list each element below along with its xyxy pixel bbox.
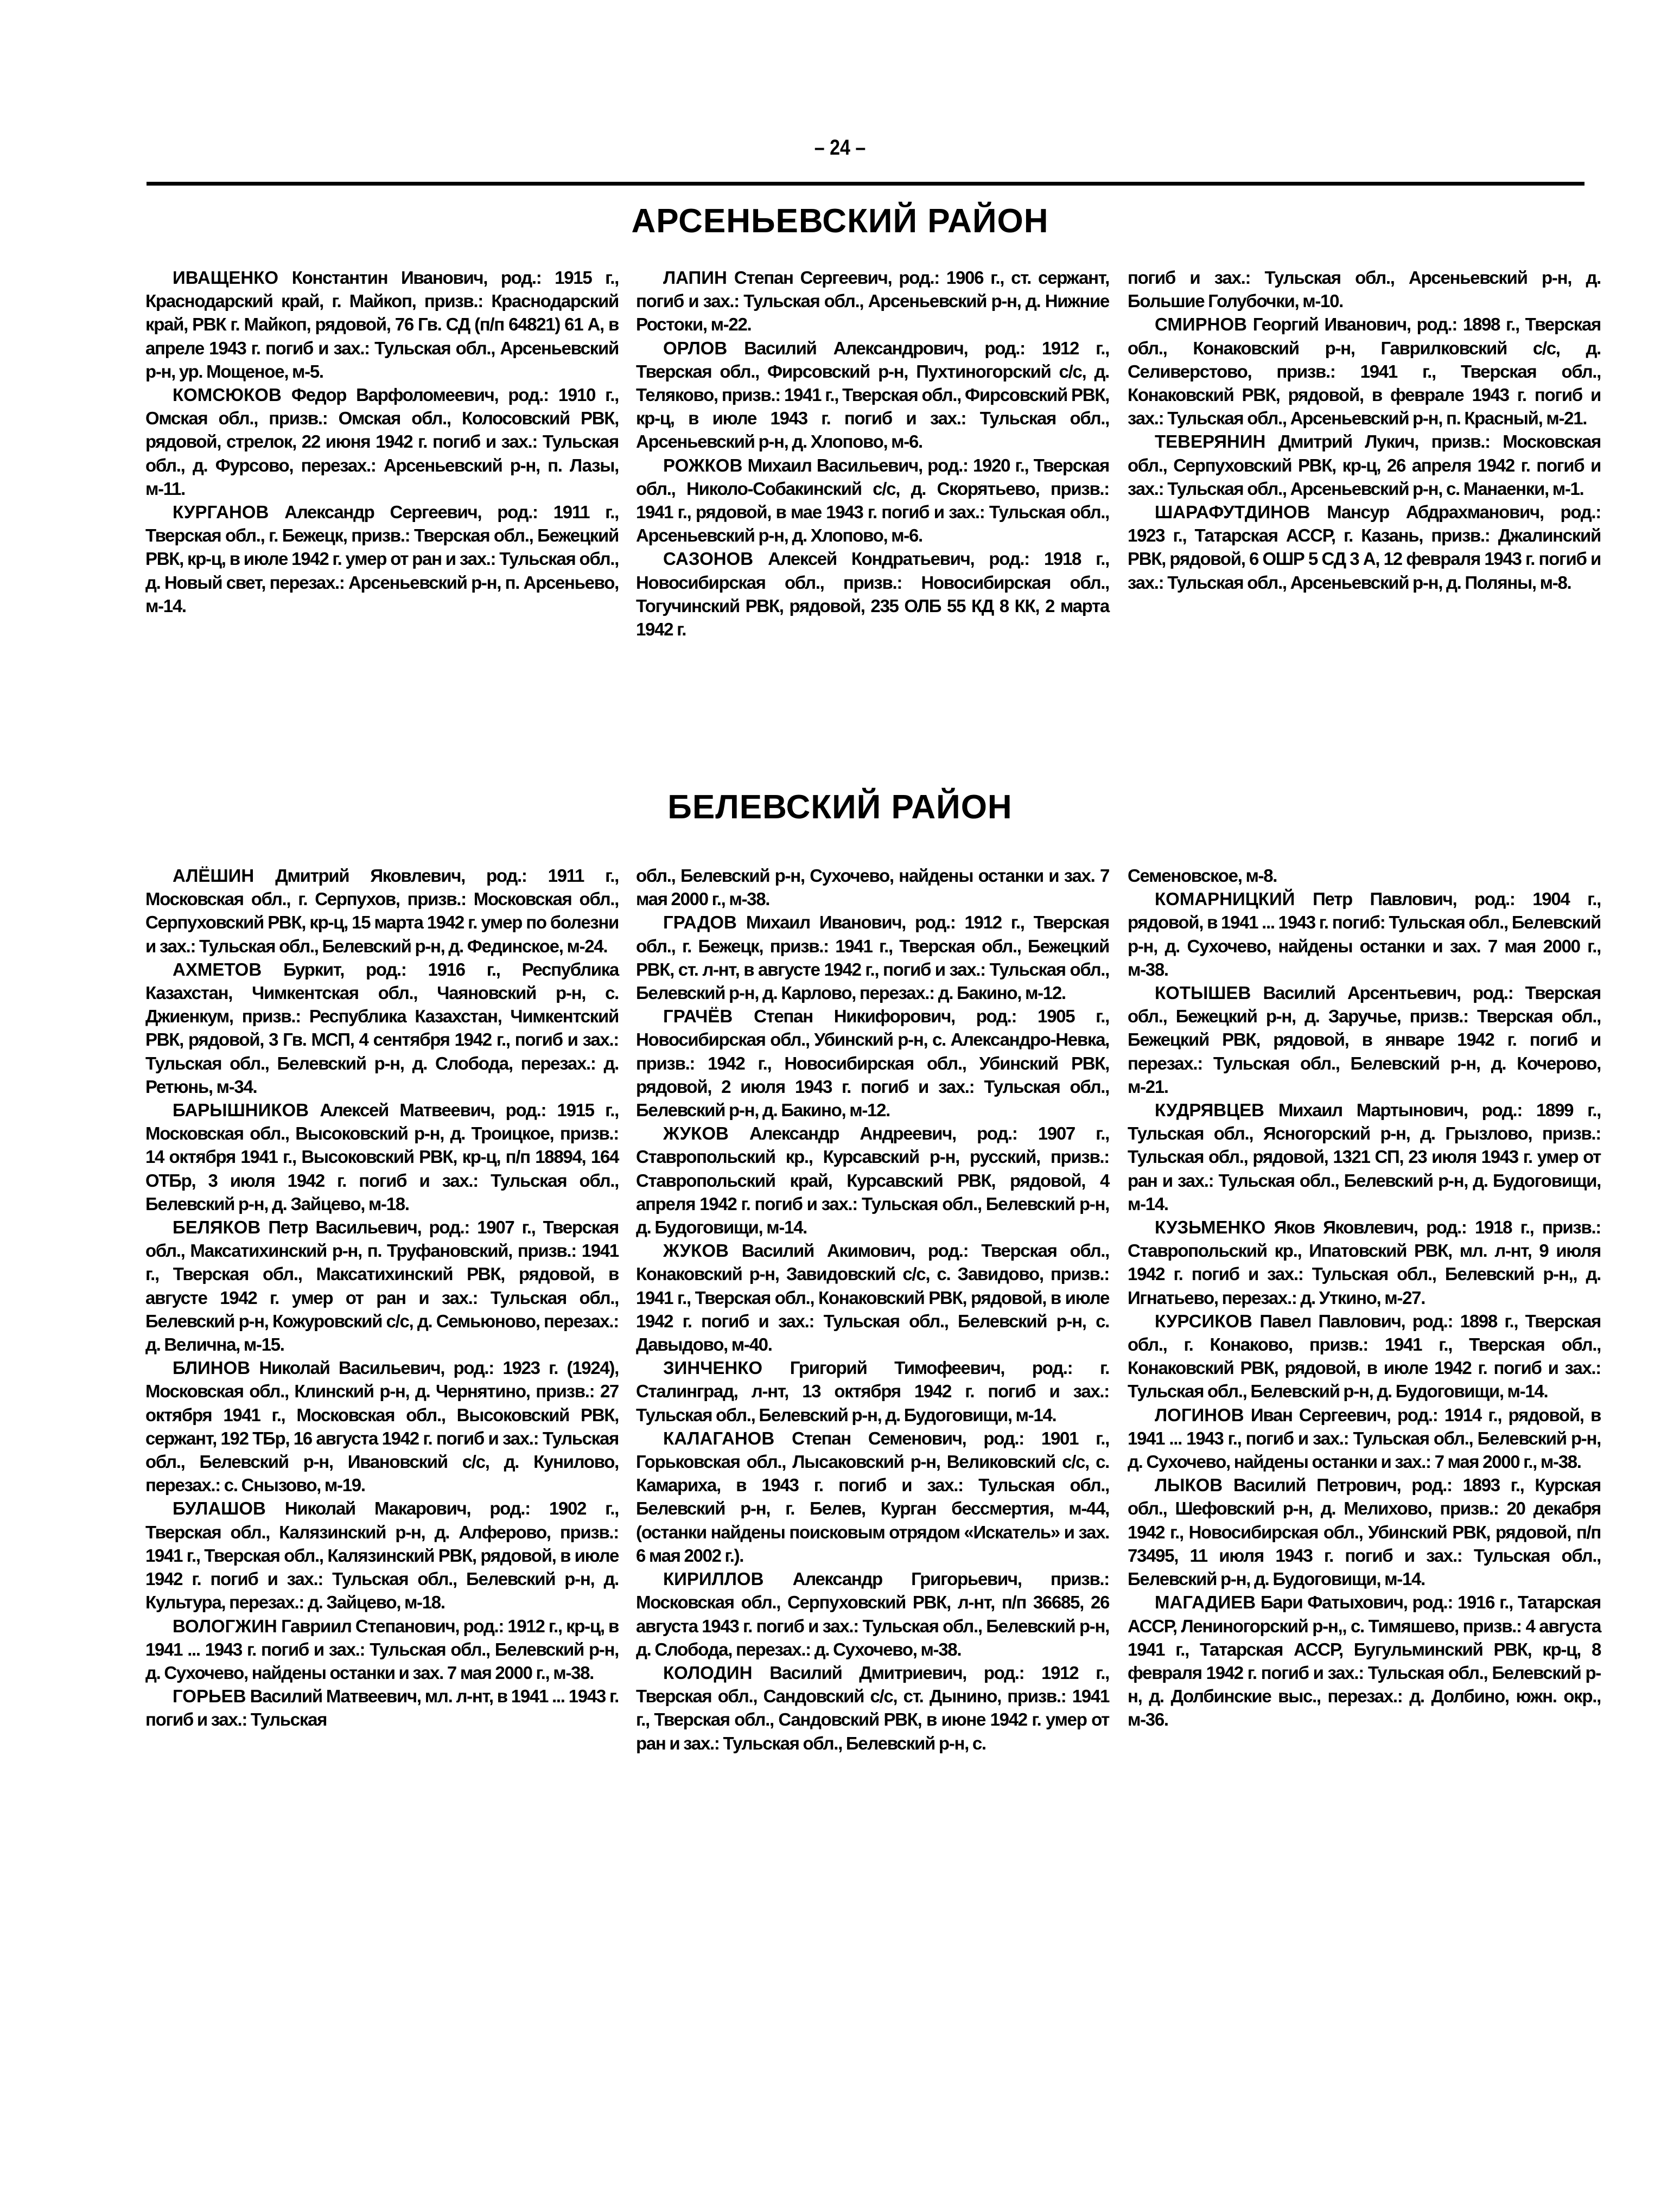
entry-text: Александр Григорьевич, призв.: Московская обл., Серпуховский РВК, л-нт, п/п 36685, 26 августа 1943 г. погиб и зах.: Тульская обл., Белевский р-н, д. Слобода, перезах.: д. Сухочево, м-38.: [636, 1569, 1109, 1659]
entry-surname: ТЕВЕРЯНИН: [1155, 431, 1266, 452]
entry-surname: КОТЫШЕВ: [1155, 983, 1251, 1003]
memorial-entry: [145, 1356, 619, 1497]
memorial-entry: [636, 547, 1109, 641]
entry-text: Василий Акимович, род.: Тверская обл., Конаковский р-н, Завидовский с/с, с. Завидово, призв.: 1941 г., Тверская обл., Конаковский РВК, рядовой, в июле 1942 г. погиб и зах.: Тульская обл., Белевский р-н, с. Давыдово, м-40.: [636, 1241, 1109, 1355]
entry-text: Дмитрий Яковлевич, род.: 1911 г., Московская обл., г. Серпухов, призв.: Московская обл., Серпуховский РВК, кр-ц, 15 марта 1942 г. умер по болезни и зах.: Тульская обл., Белевский р-н, д. Фединское, м-24.: [145, 866, 619, 956]
belevsky-column-1: [145, 864, 619, 1732]
memorial-entry: [1128, 1309, 1601, 1403]
entry-text: Степан Семенович, род.: 1901 г., Горьковская обл., Лысаковский р-н, Великовский с/с, с. Камариха, в 1943 г. погиб и зах.: Тульская обл., Белевский р-н, г. Белев, Курган бессмертия, м-44, (останки найдены поисковым отрядом «Искатель» и зах. 6 мая 2002 г.).: [636, 1428, 1109, 1566]
entry-text: Петр Васильевич, род.: 1907 г., Тверская обл., Максатихинский р-н, п. Труфановский, призв.: 1941 г., Тверская обл., Максатихинский РВК, рядовой, в августе 1942 г. умер от ран и зах.: Тульская обл., Белевский р-н, Кожуровский с/с, д. Семьюново, перезах.: д. Велична, м-15.: [145, 1217, 619, 1355]
entry-surname: БЛИНОВ: [173, 1358, 251, 1378]
entry-surname: МАГАДИЕВ: [1155, 1592, 1256, 1613]
memorial-entry: [1128, 500, 1601, 594]
memorial-entry: [636, 1122, 1109, 1239]
entry-surname: АХМЕТОВ: [173, 959, 262, 979]
entry-text: Федор Варфоломеевич, род.: 1910 г., Омская обл., призв.: Омская обл., Колосовский РВК, рядовой, стрелок, 22 июня 1942 г. погиб и зах.: Тульская обл., д. Фурсово, перезах.: Арсеньевский р-н, п. Лазы, м-11.: [145, 385, 619, 499]
entry-text: Михаил Васильевич, род.: 1920 г., Тверская обл., Николо-Собакинский с/с, д. Скорятьево, призв.: 1941 г., рядовой, в мае 1943 г. погиб и зах.: Тульская обл., Арсеньевский р-н, д. Хлопово, м-6.: [636, 455, 1109, 546]
entry-surname: ВОЛОГЖИН: [173, 1615, 277, 1636]
entry-text: Мансур Абдрахманович, род.: 1923 г., Татарская АССР, г. Казань, призв.: Джалинский РВК, рядовой, 6 ОШР 5 СД 3 А, 12 февраля 1943 г. погиб и зах.: Тульская обл., Арсеньевский р-н, д. Поляны, м-8.: [1128, 502, 1601, 593]
entry-text: Василий Арсентьевич, род.: Тверская обл., Бежецкий р-н, д. Заручье, призв.: Тверская обл., Бежецкий РВК, рядовой, в январе 1942 г. погиб и перезах.: Тульская обл., Белевский р-н, д. Кочерово, м-21.: [1128, 983, 1601, 1097]
entry-surname: ЛАПИН: [663, 268, 727, 288]
section-title-arsenevsky: АРСЕНЬЕВСКИЙ РАЙОН: [631, 202, 1049, 240]
entry-text: Николай Макарович, род.: 1902 г., Тверская обл., Калязинский р-н, д. Алферово, призв.: 1941 г., Тверская обл., Калязинский РВК, рядовой, в июле 1942 г. погиб и зах.: Тульская обл., Белевский р-н, д. Культура, перезах.: д. Зайцево, м-18.: [145, 1498, 619, 1613]
entry-text: Василий Петрович, род.: 1893 г., Курская обл., Шефовский р-н, д. Мелихово, призв.: 20 декабря 1942 г., Новосибирская обл., Убинский РВК, рядовой, п/п 73495, 11 июля 1943 г. погиб и зах.: Тульская обл., Белевский р-н, д. Будоговищи, м-14.: [1128, 1475, 1601, 1589]
memorial-entry: [1128, 1098, 1601, 1216]
memorial-entry: [145, 1684, 619, 1731]
memorial-entry: [636, 1356, 1109, 1427]
memorial-entry: [636, 336, 1109, 454]
entry-surname: ЖУКОВ: [663, 1123, 729, 1144]
entry-text: Буркит, род.: 1916 г., Республика Казахстан, Чимкентская обл., Чаяновский р-н, с. Джиенкум, призв.: Республика Казахстан, Чимкентский РВК, рядовой, 3 Гв. МСП, 4 сентября 1942 г., погиб и зах.: Тульская обл., Белевский р-н, д. Слобода, перезах.: д. Ретюнь, м-34.: [145, 959, 619, 1097]
entry-text: Петр Павлович, род.: 1904 г., рядовой, в 1941 ... 1943 г. погиб: Тульская обл., Белевский р-н, д. Сухочево, найдены останки и зах. 7 мая 2000 г., м-38.: [1128, 889, 1601, 979]
memorial-entry: [1128, 981, 1601, 1098]
entry-surname: БАРЫШНИКОВ: [173, 1100, 309, 1121]
arsenevsky-column-3: [1128, 266, 1601, 594]
entry-text: Семеновское, м-8.: [1128, 866, 1277, 886]
entry-text: Иван Сергеевич, род.: 1914 г., рядовой, в 1941 ... 1943 г., погиб и зах.: Тульская обл., Белевский р-н, д. Сухочево, найдены останки и зах.: 7 мая 2000 г., м-38.: [1128, 1404, 1601, 1472]
memorial-entry: [636, 911, 1109, 1004]
memorial-entry: [636, 1239, 1109, 1356]
entry-surname: КУЗЬМЕНКО: [1155, 1217, 1266, 1238]
entry-text: Михаил Мартынович, род.: 1899 г., Тульская обл., Ясногорский р-н, д. Грызлово, призв.: Тульская обл., рядовой, 1321 СП, 23 июля 1943 г. умер от ран и зах.: Тульская обл., Белевский р-н, д. Будоговищи, м-14.: [1128, 1100, 1601, 1214]
memorial-entry: [1128, 1591, 1601, 1731]
entry-surname: КИРИЛЛОВ: [663, 1569, 764, 1589]
entry-text: Александр Андреевич, род.: 1907 г., Ставропольский кр., Курсавский р-н, русский, призв.: Ставропольский край, Курсавский РВК, рядовой, 4 апреля 1942 г. погиб и зах.: Тульская обл., Белевский р-н, д. Будоговищи, м-14.: [636, 1123, 1109, 1238]
entry-surname: САЗОНОВ: [663, 549, 754, 569]
entry-surname: КОМАРНИЦКИЙ: [1155, 889, 1295, 909]
entry-surname: КУРГАНОВ: [173, 502, 269, 523]
entry-text: Алексей Кондратьевич, род.: 1918 г., Новосибирская обл., призв.: Новосибирская обл., Тогучинский РВК, рядовой, 235 ОЛБ 55 КД 8 КК, 2 марта 1942 г.: [636, 549, 1109, 640]
entry-surname: ЖУКОВ: [663, 1241, 729, 1261]
memorial-entry: [636, 454, 1109, 548]
entry-text: Павел Павлович, род.: 1898 г., Тверская обл., г. Конаково, призв.: 1941 г., Тверская обл., Конаковский РВК, рядовой, в июле 1942 г. погиб и зах.: Тульская обл., Белевский р-н, д. Будоговищи, м-14.: [1128, 1311, 1601, 1402]
section-title-belevsky: БЕЛЕВСКИЙ РАЙОН: [667, 788, 1013, 826]
memorial-entry: [145, 1098, 619, 1216]
entry-surname: ГРАЧЁВ: [663, 1006, 733, 1027]
entry-text: Константин Иванович, род.: 1915 г., Краснодарский край, г. Майкоп, призв.: Краснодарский край, РВК г. Майкоп, рядовой, 76 Гв. СД (п/п 64821) 61 А, в апреле 1943 г. погиб и зах.: Тульская обл., Арсеньевский р-н, ур. Мощеное, м-5.: [145, 268, 619, 381]
memorial-entry: [145, 1497, 619, 1614]
memorial-entry: [636, 1661, 1109, 1755]
entry-surname: ГРАДОВ: [663, 912, 737, 933]
entry-text: погиб и зах.: Тульская обл., Арсеньевский р-н, д. Большие Голубочки, м-10.: [1128, 268, 1601, 311]
entry-text: обл., Белевский р-н, Сухочево, найдены останки и зах. 7 мая 2000 г., м-38.: [636, 866, 1109, 909]
memorial-entry: [636, 1004, 1109, 1122]
entry-surname: РОЖКОВ: [663, 455, 743, 475]
entry-text: Степан Сергеевич, род.: 1906 г., ст. сержант, погиб и зах.: Тульская обл., Арсеньевский р-н, д. Нижние Ростоки, м-22.: [636, 268, 1109, 335]
entry-surname: КОМСЮКОВ: [173, 385, 282, 405]
entry-text: Михаил Иванович, род.: 1912 г., Тверская обл., г. Бежецк, призв.: 1941 г., Тверская обл., Бежецкий РВК, ст. л-нт, в августе 1942 г., погиб и зах.: Тульская обл., Белевский р-н, д. Карлово, перезах.: д. Бакино, м-12.: [636, 912, 1109, 1003]
memorial-entry: [636, 266, 1109, 336]
entry-text: Николай Васильевич, род.: 1923 г. (1924), Московская обл., Клинский р-н, д. Чернятино, призв.: 27 октября 1941 г., Московская обл., Высоковский РВК, сержант, 192 ТБр, 16 августа 1942 г. погиб и зах.: Тульская обл., Белевский р-н, Ивановский с/с, д. Кунилово, перезах.: с. Снызово, м-19.: [145, 1358, 619, 1496]
entry-surname: БУЛАШОВ: [173, 1498, 266, 1519]
memorial-entry: [145, 1216, 619, 1356]
memorial-entry: [1128, 430, 1601, 500]
entry-surname: АЛЁШИН: [173, 866, 254, 886]
page-number: – 24 –: [814, 136, 866, 160]
entry-text: Алексей Матвеевич, род.: 1915 г., Московская обл., Высоковский р-н, д. Троицкое, призв.: 14 октября 1941 г., Высоковский РВК, кр-ц, п/п 18894, 164 ОТБр, 3 июля 1942 г. погиб и зах.: Тульская обл., Белевский р-н, д. Зайцево, м-18.: [145, 1100, 619, 1214]
entry-surname: СМИРНОВ: [1155, 314, 1247, 335]
entry-surname: ЛОГИНОВ: [1155, 1404, 1244, 1425]
entry-surname: ГОРЬЕВ: [173, 1686, 246, 1707]
entry-surname: КОЛОДИН: [663, 1662, 753, 1683]
entry-text: Дмитрий Лукич, призв.: Московская обл., Серпуховский РВК, кр-ц, 26 апреля 1942 г. погиб и зах.: Тульская обл., Арсеньевский р-н, с. Манаенки, м-1.: [1128, 431, 1601, 499]
entry-text: Гавриил Степанович, род.: 1912 г., кр-ц, в 1941 ... 1943 г. погиб и зах.: Тульская обл., Белевский р-н, д. Сухочево, найдены останки и зах. 7 мая 2000 г., м-38.: [145, 1615, 619, 1683]
entry-surname: ШАРАФУТДИНОВ: [1155, 502, 1310, 523]
memorial-entry: [636, 1427, 1109, 1567]
entry-surname: КАЛАГАНОВ: [663, 1428, 775, 1448]
entry-surname: ЗИНЧЕНКО: [663, 1358, 763, 1378]
entry-surname: ОРЛОВ: [663, 338, 728, 358]
entry-text: Василий Александрович, род.: 1912 г., Тверская обл., Фирсовский р-н, Пухтиногорский с/с, д. Теляково, призв.: 1941 г., Тверская обл., Фирсовский РВК, кр-ц, в июле 1943 г. погиб и зах.: Тульская обл., Арсеньевский р-н, д. Хлопово, м-6.: [636, 338, 1109, 452]
belevsky-column-3: [1128, 864, 1601, 1732]
memorial-entry: [1128, 1473, 1601, 1591]
belevsky-column-2: [636, 864, 1109, 1755]
arsenevsky-column-1: [145, 266, 619, 618]
entry-text: Василий Матвеевич, мл. л-нт, в 1941 ... 1943 г. погиб и зах.: Тульская: [145, 1686, 619, 1730]
memorial-entry: [145, 383, 619, 500]
entry-surname: ИВАЩЕНКО: [173, 268, 279, 288]
arsenevsky-column-2: [636, 266, 1109, 641]
header-rule: [147, 182, 1584, 186]
entry-surname: КУРСИКОВ: [1155, 1311, 1252, 1331]
entry-text: Георгий Иванович, род.: 1898 г., Тверская обл., Конаковский р-н, Гаврилковский с/с, д. Селиверстово, призв.: 1941 г., Тверская обл., Конаковский РВК, рядовой, в феврале 1943 г. погиб и зах.: Тульская обл., Арсеньевский р-н, п. Красный, м-21.: [1128, 314, 1601, 429]
memorial-entry: [145, 864, 619, 958]
memorial-entry: [1128, 887, 1601, 981]
entry-text: Яков Яковлевич, род.: 1918 г., призв.: Ставропольский кр., Ипатовский РВК, мл. л-нт, 9 июля 1942 г. погиб и зах.: Тульская обл., Белевский р-н,, д. Игнатьево, перезах.: д. Уткино, м-27.: [1128, 1217, 1601, 1308]
memorial-entry: [1128, 1403, 1601, 1474]
memorial-entry-continuation: [636, 864, 1109, 911]
memorial-entry: [145, 266, 619, 383]
memorial-entry-continuation: [1128, 864, 1601, 887]
entry-text: Александр Сергеевич, род.: 1911 г., Тверская обл., г. Бежецк, призв.: Тверская обл., Бежецкий РВК, кр-ц, в июле 1942 г. умер от ран и зах.: Тульская обл., д. Новый свет, перезах.: Арсеньевский р-н, п. Арсеньево, м-14.: [145, 502, 619, 616]
entry-text: Григорий Тимофеевич, род.: г. Сталинград, л-нт, 13 октября 1942 г. погиб и зах.: Тульская обл., Белевский р-н, д. Будоговищи, м-14.: [636, 1358, 1109, 1425]
entry-surname: БЕЛЯКОВ: [173, 1217, 261, 1238]
memorial-entry: [1128, 1216, 1601, 1309]
entry-surname: ЛЫКОВ: [1155, 1475, 1223, 1496]
entry-text: Степан Никифорович, род.: 1905 г., Новосибирская обл., Убинский р-н, с. Александро-Невка, призв.: 1942 г., Новосибирская обл., Убинский РВК, рядовой, 2 июля 1943 г. погиб и зах.: Тульская обл., Белевский р-н, д. Бакино, м-12.: [636, 1006, 1109, 1121]
memorial-entry: [1128, 313, 1601, 430]
entry-surname: КУДРЯВЦЕВ: [1155, 1100, 1265, 1121]
memorial-entry: [145, 500, 619, 618]
memorial-entry: [636, 1567, 1109, 1661]
memorial-entry: [145, 1614, 619, 1685]
memorial-entry-continuation: [1128, 266, 1601, 313]
entry-text: Бари Фатыхович, род.: 1916 г., Татарская АССР, Лениногорский р-н,, с. Тимяшево, призв.: 4 августа 1941 г., Татарская АССР, Бугульминский РВК, кр-ц, 8 февраля 1942 г. погиб и зах.: Тульская обл., Белевский р-н, д. Долбинские выс., перезах.: д. Долбино, южн. окр., м-36.: [1128, 1592, 1601, 1730]
entry-text: Василий Дмитриевич, род.: 1912 г., Тверская обл., Сандовский с/с, ст. Дынино, призв.: 1941 г., Тверская обл., Сандовский РВК, в июне 1942 г. умер от ран и зах.: Тульская обл., Белевский р-н, с.: [636, 1662, 1109, 1753]
memorial-entry: [145, 958, 619, 1098]
